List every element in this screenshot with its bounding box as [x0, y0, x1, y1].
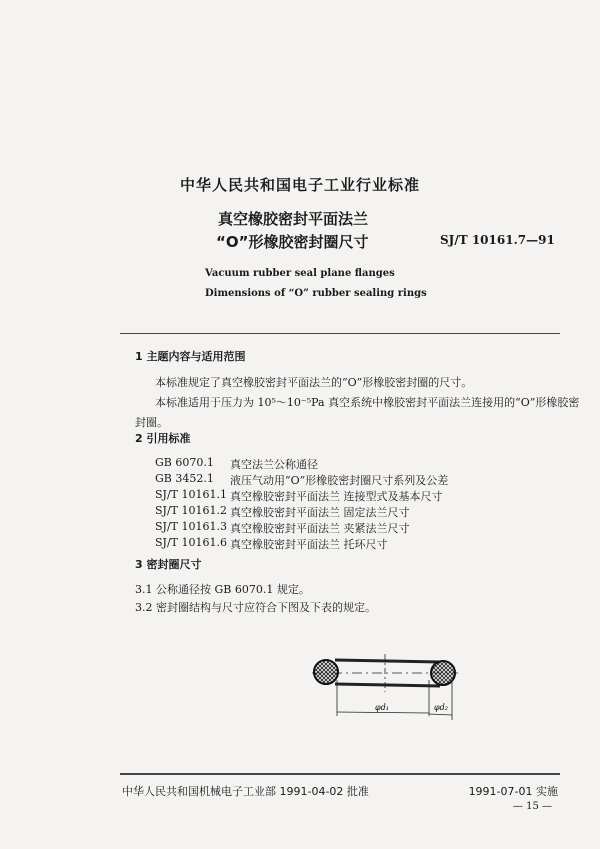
ref-code: SJ/T 10161.3	[155, 520, 227, 533]
english-title-1: Vacuum rubber seal plane flanges	[205, 268, 395, 279]
title-line1: 真空橡胶密封平面法兰	[218, 210, 369, 228]
ring-section-left	[314, 660, 338, 684]
section1-para1: 本标准规定了真空橡胶密封平面法兰的“O”形橡胶密封圈的尺寸。	[155, 376, 473, 389]
footer-divider	[120, 773, 560, 775]
d1-dimension-line	[337, 712, 429, 713]
section3-item2: 3.2 密封圈结构与尺寸应符合下图及下表的规定。	[135, 601, 376, 614]
page-number: — 15 —	[512, 801, 552, 812]
implementation-date: 1991-07-01 实施	[468, 785, 558, 798]
english-title-2: Dimensions of “O” rubber sealing rings	[205, 288, 427, 299]
ring-bottom-edge	[335, 684, 440, 686]
ref-code: SJ/T 10161.1	[155, 488, 227, 501]
ref-code: GB 6070.1	[155, 456, 214, 469]
d1-label: φd₁	[375, 703, 389, 712]
ref-code: SJ/T 10161.2	[155, 504, 227, 517]
section3-heading: 3 密封圈尺寸	[135, 558, 202, 571]
ref-title: 真空法兰公称通径	[230, 458, 318, 471]
section3-item1: 3.1 公称通径按 GB 6070.1 规定。	[135, 583, 310, 596]
ring-top-edge	[335, 660, 440, 662]
standard-body-title: 中华人民共和国电子工业行业标准	[179, 176, 420, 194]
section1-para2-line1: 本标准适用于压力为 10⁵～10⁻⁵Pa 真空系统中橡胶密封平面法兰连接用的“O”形橡胶密	[155, 396, 580, 409]
section1-heading: 1 主题内容与适用范围	[135, 350, 246, 363]
ref-title: 真空橡胶密封平面法兰 托环尺寸	[230, 538, 388, 551]
standard-code: SJ/T 10161.7—91	[440, 233, 555, 247]
ref-code: GB 3452.1	[155, 472, 214, 485]
ref-title: 液压气动用“O”形橡胶密封圈尺寸系列及公差	[230, 474, 449, 487]
section2-heading: 2 引用标准	[135, 432, 191, 445]
ring-section-right	[431, 661, 455, 685]
ref-title: 真空橡胶密封平面法兰 连接型式及基本尺寸	[230, 490, 443, 503]
ref-title: 真空橡胶密封平面法兰 夹紧法兰尺寸	[230, 522, 410, 535]
section1-para2-line2: 封圈。	[135, 416, 168, 429]
d2-dimension-line	[429, 714, 452, 715]
o-ring-figure	[290, 640, 490, 740]
ref-code: SJ/T 10161.6	[155, 536, 227, 549]
header-divider	[120, 333, 560, 334]
ref-title: 真空橡胶密封平面法兰 固定法兰尺寸	[230, 506, 410, 519]
approval-line: 中华人民共和国机械电子工业部 1991-04-02 批准	[122, 785, 369, 798]
title-line2: “O”形橡胶密封圈尺寸	[216, 233, 369, 251]
d2-label: φd₂	[434, 703, 448, 712]
